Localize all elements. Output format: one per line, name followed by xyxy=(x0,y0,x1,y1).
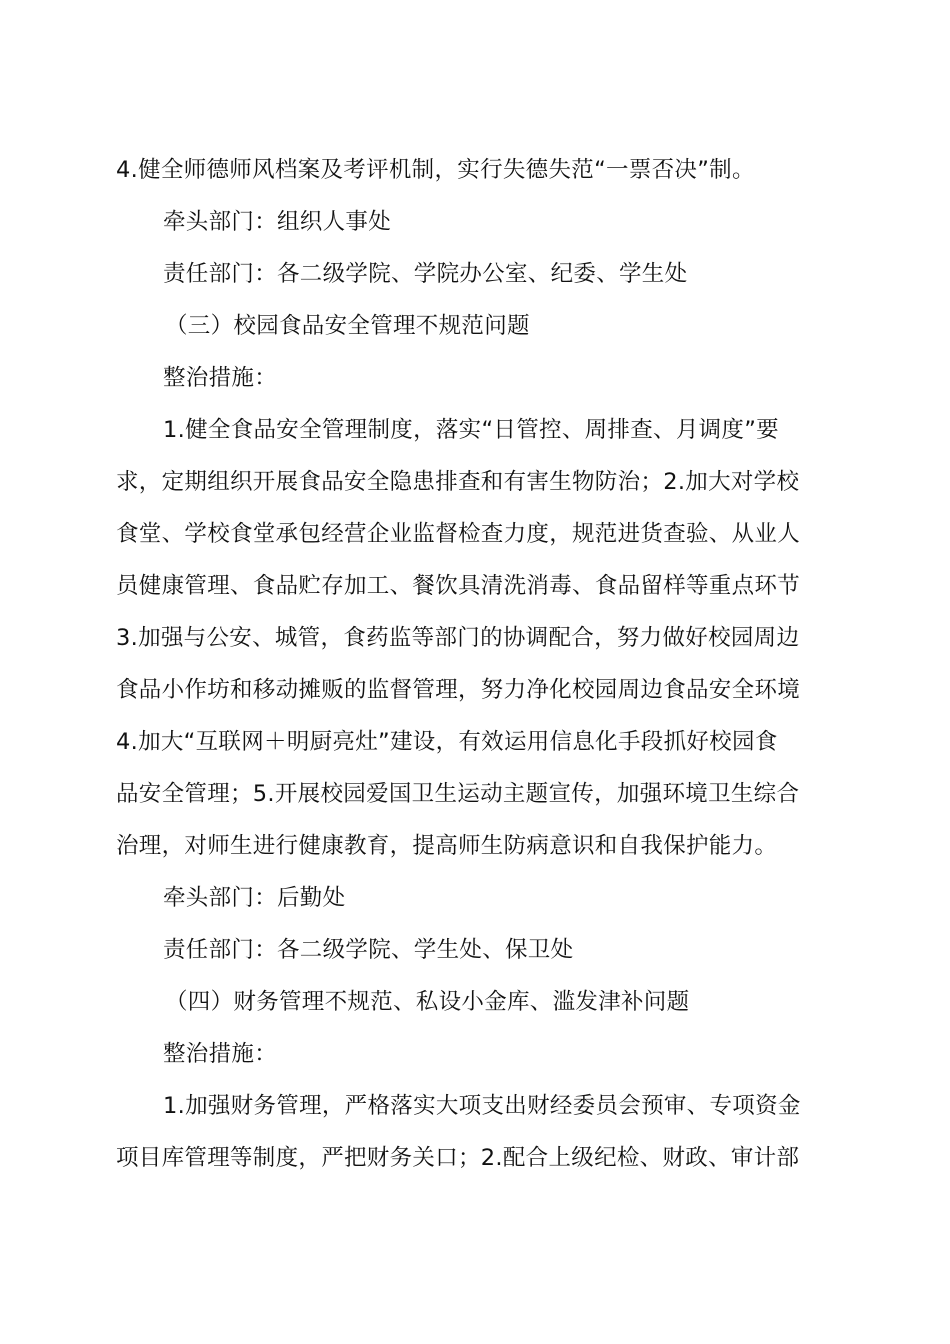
body-text-line: 员健康管理、食品贮存加工、餐饮具清洗消毒、食品留样等重点环节 xyxy=(116,573,801,599)
body-text-line: 4.健全师德师风档案及考评机制，实行失德失范“一票否决”制。 xyxy=(116,157,755,183)
responsible-department-line: 责任部门：各二级学院、学院办公室、纪委、学生处 xyxy=(163,261,688,287)
responsible-department-line: 责任部门：各二级学院、学生处、保卫处 xyxy=(163,937,574,963)
measures-label: 整治措施： xyxy=(163,1041,278,1067)
body-text-line: 3.加强与公安、城管，食药监等部门的协调配合，努力做好校园周边 xyxy=(116,625,800,651)
body-text-line: 1.加强财务管理，严格落实大项支出财经委员会预审、专项资金 xyxy=(163,1093,801,1119)
section-heading-4: （四）财务管理不规范、私设小金库、滥发津补问题 xyxy=(165,989,690,1015)
body-text-line: 食堂、学校食堂承包经营企业监督检查力度，规范进货查验、从业人 xyxy=(116,521,801,547)
lead-department-line: 牵头部门：后勤处 xyxy=(163,885,346,911)
lead-department-line: 牵头部门：组织人事处 xyxy=(163,209,392,235)
body-text-line: 求，定期组织开展食品安全隐患排查和有害生物防治；2.加大对学校 xyxy=(116,469,800,495)
body-text-line: 治理，对师生进行健康教育，提高师生防病意识和自我保护能力。 xyxy=(116,833,778,859)
body-text-line: 品安全管理；5.开展校园爱国卫生运动主题宣传，加强环境卫生综合 xyxy=(116,781,800,807)
body-text-line: 4.加大“互联网＋明厨亮灶”建设，有效运用信息化手段抓好校园食 xyxy=(116,729,778,755)
body-text-line: 项目库管理等制度，严把财务关口；2.配合上级纪检、财政、审计部 xyxy=(116,1145,800,1171)
body-text-line: 食品小作坊和移动摊贩的监督管理，努力净化校园周边食品安全环境 xyxy=(116,677,801,703)
measures-label: 整治措施： xyxy=(163,365,278,391)
body-text-line: 1.健全食品安全管理制度，落实“日管控、周排查、月调度”要 xyxy=(163,417,779,443)
section-heading-3: （三）校园食品安全管理不规范问题 xyxy=(165,313,530,339)
